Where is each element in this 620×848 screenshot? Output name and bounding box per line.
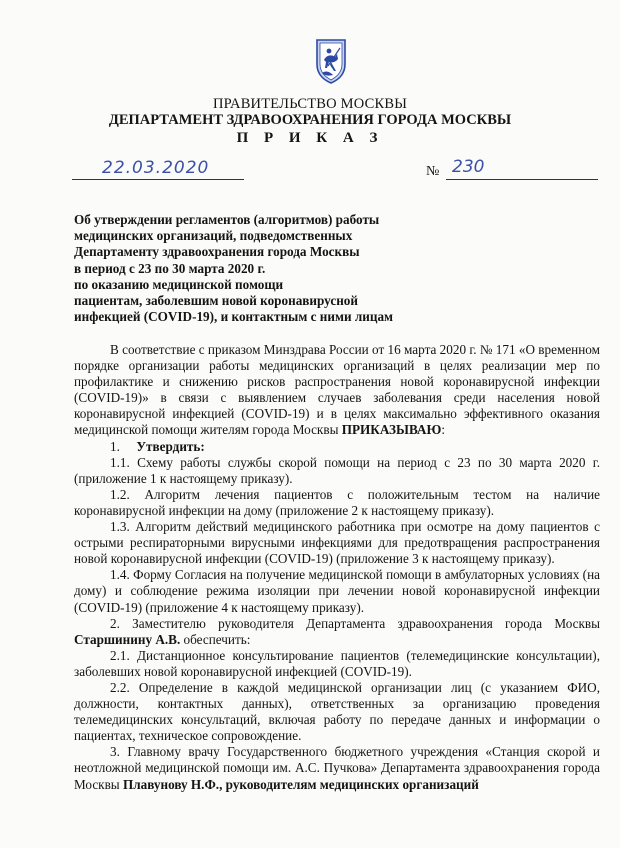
- department-title: ДЕПАРТАМЕНТ ЗДРАВООХРАНЕНИЯ ГОРОДА МОСКВЫ: [108, 112, 512, 128]
- item-2-suffix: обеспечить:: [183, 631, 251, 647]
- item-2-prefix: 2. Заместителю руководителя Департамента здравоохранения города Москвы: [110, 615, 600, 631]
- item-1-2: 1.2. Алгоритм лечения пациентов с положительным тестом на наличие коронавирусной инфекции на дому (приложение 2 к настоящему приказу).: [74, 486, 600, 518]
- item-2-person: Старшинину А.В.: [74, 631, 181, 647]
- date-underline: [72, 179, 244, 180]
- item-3-person: Плавунову Н.Ф., руководителям медицинских организаций: [122, 776, 479, 792]
- order-colon: :: [441, 422, 445, 438]
- item-1-colon: :: [200, 438, 205, 454]
- moscow-coat-of-arms-icon: [314, 38, 348, 84]
- item-1-1: 1.1. Схему работы службы скорой помощи на период с 23 по 30 марта 2020 г. (приложение 1 к настоящему приказу).: [74, 454, 600, 486]
- subject-line: инфекцией (COVID-19), и контактным с ними лицам: [74, 309, 394, 325]
- number-sign: №: [426, 164, 440, 179]
- item-2: [74, 616, 600, 648]
- order-subject: [74, 212, 434, 325]
- preamble-paragraph: [74, 342, 600, 439]
- item-3-prefix: 3. Главному врачу Государственного бюджетного учреждения «Станция скорой и неотложной медицинской помощи им. А.С. Пучкова» Департамента здравоохранения города Москвы: [74, 744, 600, 792]
- subject-line: Об утверждении регламентов (алгоритмов) работы: [74, 212, 380, 227]
- document-type-title: П Р И К А З: [236, 130, 384, 146]
- subject-line: в период с 23 по 30 марта 2020 г.: [74, 260, 266, 276]
- preamble-text: В соответствие с приказом Минздрава России от 16 марта 2020 г. № 171 «О временном порядке организации работы медицинских организаций в целях реализации мер по профилактике и снижению рисков распространения новой коронавирусной инфекции (COVID-19)» в связи с выявлением случаев заболевания среди населения новой коронавирусной инфекцией (COVID-19) и в целях максимально эффективного оказания медицинской помощи жителям города Москвы: [74, 342, 600, 438]
- item-1-heading: [74, 439, 600, 455]
- subject-line: Департаменту здравоохранения города Москвы: [74, 244, 360, 260]
- item-1-number: 1.: [110, 438, 120, 454]
- subject-line: по оказанию медицинской помощи: [74, 276, 284, 292]
- order-word: ПРИКАЗЫВАЮ: [341, 422, 442, 438]
- order-date-handwritten: 22.03.2020: [102, 158, 210, 178]
- subject-line: пациентам, заболевшим новой коронавирусной: [74, 293, 358, 309]
- subject-line: медицинских организаций, подведомственных: [74, 228, 353, 244]
- number-underline: [446, 179, 598, 180]
- item-1-3: 1.3. Алгоритм действий медицинского работника при осмотре на дому пациентов с острыми респираторными вирусными инфекциями для предотвращения распространения новой коронавирусной инфекции (COVID-19) (приложение 3 к настоящему приказу).: [74, 519, 600, 567]
- order-body: [74, 342, 600, 793]
- order-number-handwritten: 230: [452, 157, 485, 177]
- item-1-title: Утвердить: [136, 438, 201, 454]
- item-2-1: 2.1. Дистанционное консультирование пациентов (телемедицинские консультации), заболевших новой коронавирусной инфекцией (COVID-19).: [74, 647, 600, 679]
- item-2-2: 2.2. Определение в каждой медицинской организации лиц (с указанием ФИО, должности, контактных данных), ответственных за организацию проведения телемедицинских консультаций, включая работу по передаче данных и информации о пациентах, техническое сопровождение.: [74, 679, 600, 744]
- government-title: ПРАВИТЕЛЬСТВО МОСКВЫ: [212, 96, 408, 112]
- item-3: [74, 744, 600, 792]
- item-1-4: 1.4. Форму Согласия на получение медицинской помощи в амбулаторных условиях (на дому) и соблюдение режима изоляции при лечении новой коронавирусной инфекции (COVID-19) (приложение 4 к настоящему приказу).: [74, 567, 600, 615]
